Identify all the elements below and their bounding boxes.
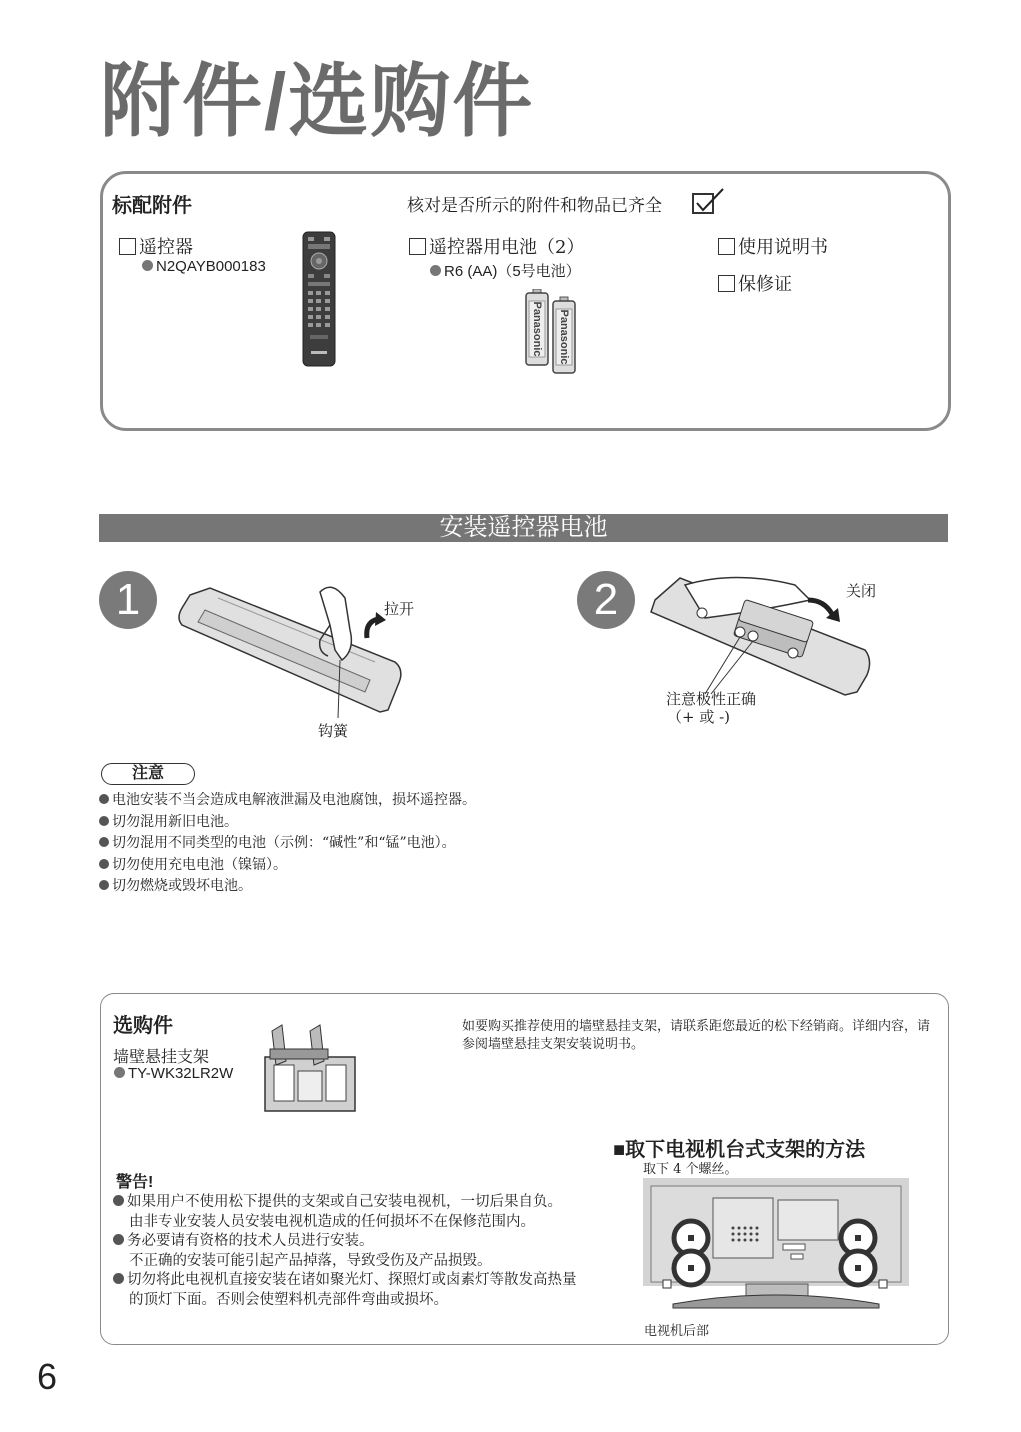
wall-bracket-image (260, 1021, 360, 1118)
wall-bracket-model: TY-WK32LR2W (114, 1065, 233, 1082)
checked-checkbox-icon (692, 188, 726, 221)
warranty-item (718, 270, 792, 296)
battery-brand: Panasonic (531, 301, 544, 357)
purchase-note: 如要购买推荐使用的墙壁悬挂支架，请联系距您最近的松下经销商。详细内容，请参阅墙壁悬挂支架安装说明书。 (462, 1019, 931, 1052)
polarity-label: 注意极性正确 (666, 690, 757, 708)
list-item: 如果用户不使用松下提供的支架或自己安装电视机，一切后果自负。 (113, 1193, 588, 1213)
manual-item (718, 233, 828, 259)
stand-removal-heading: ■取下电视机台式支架的方法 (613, 1139, 866, 1161)
battery-item (409, 233, 584, 259)
stand-removal-instruction: 取下 4 个螺丝。 (643, 1162, 738, 1177)
remote-model: N2QAYB000183 (142, 258, 266, 275)
step-1-remote-image (170, 570, 410, 725)
polarity-sub: （+ 或 -) (667, 708, 731, 726)
list-item: 切勿混用不同类型的电池（示例：“碱性”和“锰”电池）。 (99, 833, 476, 855)
list-item: 切勿燃烧或毁坏电池。 (99, 876, 476, 898)
bullet-icon (142, 260, 153, 271)
warranty-label: 保修证 (738, 274, 792, 295)
optional-heading: 选购件 (113, 1015, 173, 1037)
bullet-icon (99, 816, 109, 826)
remote-label: 遥控器 (139, 237, 193, 258)
bullet-icon (114, 1067, 125, 1078)
checkbox-icon[interactable] (119, 238, 136, 255)
standard-accessories-heading: 标配附件 (112, 195, 192, 217)
list-item: 切勿使用充电电池（镍镉）。 (99, 855, 476, 877)
battery-brand: Panasonic (558, 309, 571, 365)
check-instruction: 核对是否所示的附件和物品已齐全 (407, 196, 662, 216)
bullet-icon (99, 859, 109, 869)
bullet-icon (113, 1234, 124, 1245)
checkbox-icon[interactable] (718, 275, 735, 292)
page-title: 附件/选购件 (100, 57, 535, 146)
battery-spec: R6 (AA)（5号电池） (430, 260, 581, 281)
bullet-icon (99, 880, 109, 890)
remote-control-image (302, 231, 336, 372)
wall-bracket-label: 墙壁悬挂支架 (113, 1047, 210, 1066)
bullet-icon (430, 265, 441, 276)
checkbox-icon[interactable] (718, 238, 735, 255)
remote-item (119, 233, 193, 259)
bullet-icon (99, 837, 109, 847)
step-2-remote-image (645, 570, 875, 705)
close-label: 关闭 (846, 582, 877, 600)
open-label: 拉开 (384, 600, 415, 618)
list-item: 务必要请有资格的技术人员进行安装。 (113, 1232, 588, 1252)
tv-rear-caption: 电视机后部 (644, 1324, 710, 1339)
tv-rear-image (643, 1178, 909, 1319)
bullet-icon (113, 1273, 124, 1284)
list-item-sub: 不正确的安装可能引起产品掉落，导致受伤及产品损毁。 (129, 1252, 492, 1269)
checkbox-icon[interactable] (409, 238, 426, 255)
step-1-number: 1 (99, 571, 157, 629)
caution-list (99, 790, 476, 898)
warning-title: 警告! (116, 1174, 154, 1191)
hook-label: 钩簧 (318, 722, 349, 740)
batteries-image (524, 289, 580, 380)
manual-label: 使用说明书 (738, 237, 828, 258)
battery-install-heading: 安装遥控器电池 (99, 514, 948, 542)
list-item: 切勿混用新旧电池。 (99, 812, 476, 834)
battery-label: 遥控器用电池（2） (429, 237, 585, 258)
list-item: 电池安装不当会造成电解液泄漏及电池腐蚀，损坏遥控器。 (99, 790, 476, 812)
warning-list (113, 1193, 588, 1310)
bullet-icon (113, 1195, 124, 1206)
page-number: 6 (37, 1356, 58, 1397)
step-2-number: 2 (577, 571, 635, 629)
caution-title: 注意 (101, 763, 195, 785)
list-item-sub: 由非专业安装人员安装电视机造成的任何损坏不在保修范围内。 (129, 1213, 535, 1230)
close-arrow-icon (806, 596, 842, 629)
bullet-icon (99, 794, 109, 804)
list-item: 切勿将此电视机直接安装在诸如聚光灯、探照灯或卤素灯等散发高热量的顶灯下面。否则会使塑料机壳部件弯曲或损坏。 (113, 1271, 588, 1310)
